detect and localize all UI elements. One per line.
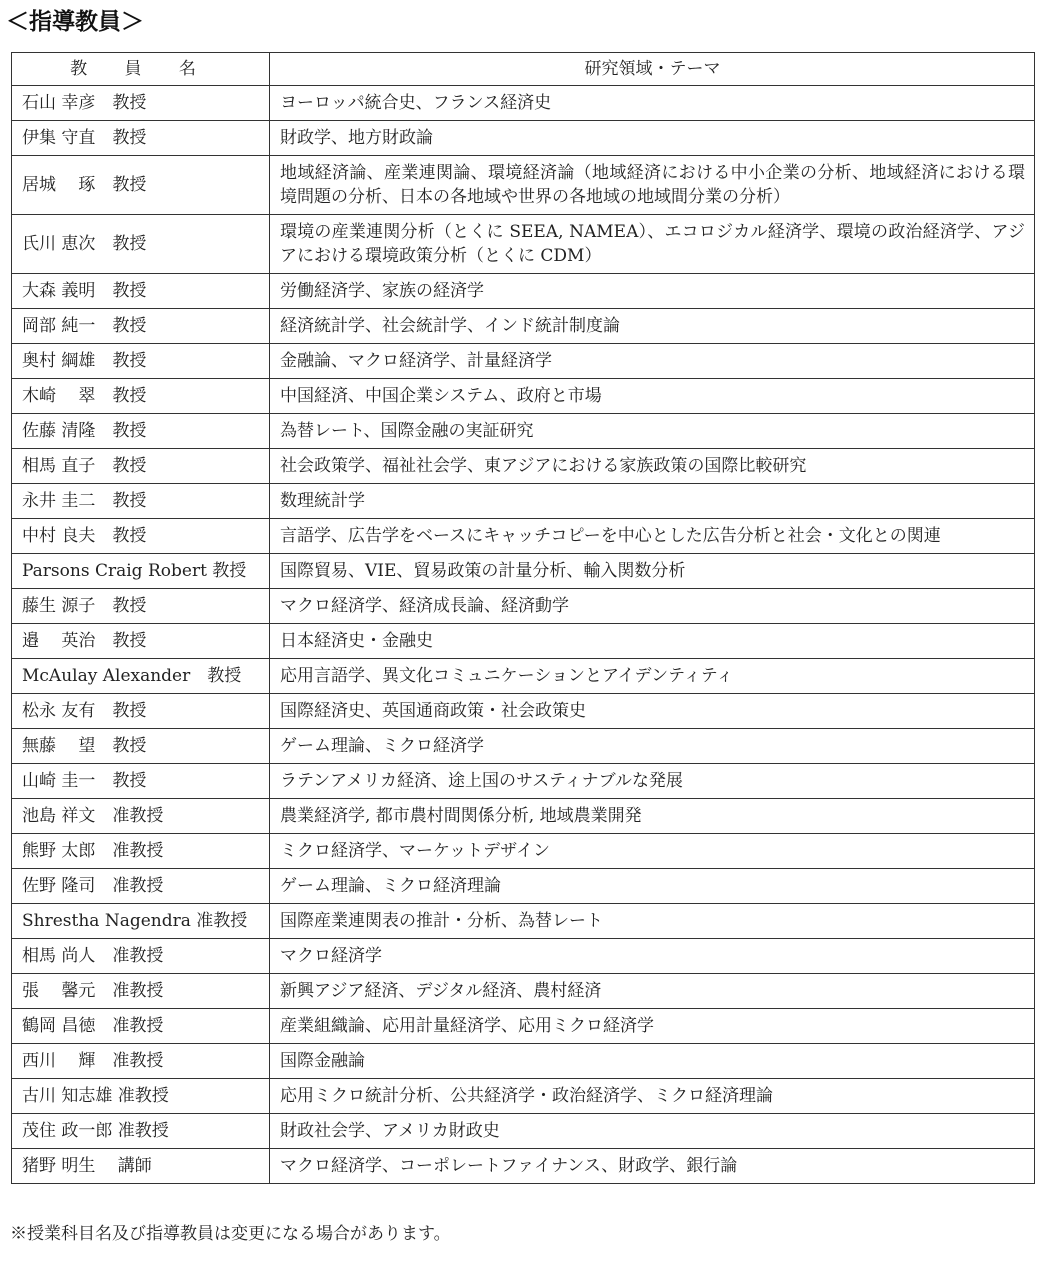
table-row — [12, 1009, 1035, 1044]
research-theme: 経済統計学、社会統計学、インド統計制度論 — [270, 309, 1035, 344]
research-theme: 中国経済、中国企業システム、政府と市場 — [270, 379, 1035, 414]
faculty-name: 熊野 太郎 准教授 — [12, 834, 270, 869]
research-theme: 財政学、地方財政論 — [270, 121, 1035, 156]
research-theme: 新興アジア経済、デジタル経済、農村経済 — [270, 974, 1035, 1009]
table-row — [12, 414, 1035, 449]
faculty-name: 山崎 圭一 教授 — [12, 764, 270, 799]
table-row — [12, 215, 1035, 274]
research-theme: 環境の産業連関分析（とくに SEEA, NAMEA）、エコロジカル経済学、環境の政治経済学、アジアにおける環境政策分析（とくに CDM） — [270, 215, 1035, 274]
faculty-name: 永井 圭二 教授 — [12, 484, 270, 519]
table-row — [12, 974, 1035, 1009]
research-theme: ラテンアメリカ経済、途上国のサスティナブルな発展 — [270, 764, 1035, 799]
research-theme: マクロ経済学、経済成長論、経済動学 — [270, 589, 1035, 624]
research-theme: マクロ経済学、コーポレートファイナンス、財政学、銀行論 — [270, 1149, 1035, 1184]
table-row — [12, 659, 1035, 694]
research-theme: ヨーロッパ統合史、フランス経済史 — [270, 86, 1035, 121]
faculty-name: 鶴岡 昌徳 准教授 — [12, 1009, 270, 1044]
table-row — [12, 449, 1035, 484]
table-row — [12, 869, 1035, 904]
table-row — [12, 309, 1035, 344]
research-theme: 社会政策学、福祉社会学、東アジアにおける家族政策の国際比較研究 — [270, 449, 1035, 484]
faculty-name: 松永 友有 教授 — [12, 694, 270, 729]
faculty-name: Shrestha Nagendra 准教授 — [12, 904, 270, 939]
faculty-name: 岡部 純一 教授 — [12, 309, 270, 344]
research-theme: 国際貿易、VIE、貿易政策の計量分析、輸入関数分析 — [270, 554, 1035, 589]
table-row — [12, 624, 1035, 659]
table-row — [12, 554, 1035, 589]
research-theme: 国際産業連関表の推計・分析、為替レート — [270, 904, 1035, 939]
table-row — [12, 484, 1035, 519]
research-theme: 産業組織論、応用計量経済学、応用ミクロ経済学 — [270, 1009, 1035, 1044]
research-theme: 金融論、マクロ経済学、計量経済学 — [270, 344, 1035, 379]
table-row — [12, 764, 1035, 799]
research-theme: 言語学、広告学をベースにキャッチコピーを中心とした広告分析と社会・文化との関連 — [270, 519, 1035, 554]
research-theme: 労働経済学、家族の経済学 — [270, 274, 1035, 309]
research-theme: 財政社会学、アメリカ財政史 — [270, 1114, 1035, 1149]
table-row — [12, 274, 1035, 309]
table-row — [12, 121, 1035, 156]
faculty-name: 伊集 守直 教授 — [12, 121, 270, 156]
research-theme: 為替レート、国際金融の実証研究 — [270, 414, 1035, 449]
research-theme: 応用言語学、異文化コミュニケーションとアイデンティティ — [270, 659, 1035, 694]
table-row — [12, 86, 1035, 121]
faculty-name: 佐野 隆司 准教授 — [12, 869, 270, 904]
research-theme: ゲーム理論、ミクロ経済学 — [270, 729, 1035, 764]
page-title: ＜指導教員＞ — [6, 9, 144, 35]
table-row — [12, 904, 1035, 939]
faculty-name: Parsons Craig Robert 教授 — [12, 554, 270, 589]
footnote: ※授業科目名及び指導教員は変更になる場合があります。 — [10, 1224, 451, 1244]
faculty-name: 氏川 恵次 教授 — [12, 215, 270, 274]
faculty-name: 西川 輝 准教授 — [12, 1044, 270, 1079]
research-theme: 応用ミクロ統計分析、公共経済学・政治経済学、ミクロ経済理論 — [270, 1079, 1035, 1114]
research-theme: 数理統計学 — [270, 484, 1035, 519]
faculty-name: 大森 義明 教授 — [12, 274, 270, 309]
table-row — [12, 834, 1035, 869]
faculty-name: 佐藤 清隆 教授 — [12, 414, 270, 449]
table-row — [12, 729, 1035, 764]
table-row — [12, 1044, 1035, 1079]
table-row — [12, 379, 1035, 414]
faculty-table — [11, 52, 1035, 1184]
table-row — [12, 1079, 1035, 1114]
table-row — [12, 799, 1035, 834]
faculty-name: 池島 祥文 准教授 — [12, 799, 270, 834]
research-theme: 日本経済史・金融史 — [270, 624, 1035, 659]
faculty-name: 無藤 望 教授 — [12, 729, 270, 764]
research-theme: 国際金融論 — [270, 1044, 1035, 1079]
faculty-name: 居城 琢 教授 — [12, 156, 270, 215]
faculty-name: 奥村 綱雄 教授 — [12, 344, 270, 379]
table-row — [12, 156, 1035, 215]
faculty-name: 相馬 直子 教授 — [12, 449, 270, 484]
faculty-name: 古川 知志雄 准教授 — [12, 1079, 270, 1114]
research-theme: 農業経済学, 都市農村間関係分析, 地域農業開発 — [270, 799, 1035, 834]
faculty-name: 石山 幸彦 教授 — [12, 86, 270, 121]
faculty-name: 藤生 源子 教授 — [12, 589, 270, 624]
research-theme: マクロ経済学 — [270, 939, 1035, 974]
table-row — [12, 344, 1035, 379]
table-row — [12, 694, 1035, 729]
faculty-name: 木崎 翠 教授 — [12, 379, 270, 414]
research-theme: 国際経済史、英国通商政策・社会政策史 — [270, 694, 1035, 729]
research-theme: ゲーム理論、ミクロ経済理論 — [270, 869, 1035, 904]
faculty-name: 茂住 政一郎 准教授 — [12, 1114, 270, 1149]
faculty-name: 猪野 明生 講師 — [12, 1149, 270, 1184]
column-header-theme: 研究領域・テーマ — [270, 53, 1035, 86]
faculty-name: McAulay Alexander 教授 — [12, 659, 270, 694]
research-theme: 地域経済論、産業連関論、環境経済論（地域経済における中小企業の分析、地域経済における環境問題の分析、日本の各地域や世界の各地域の地域間分業の分析） — [270, 156, 1035, 215]
research-theme: ミクロ経済学、マーケットデザイン — [270, 834, 1035, 869]
table-row — [12, 1114, 1035, 1149]
column-header-name: 教 員 名 — [12, 53, 270, 86]
faculty-name: 中村 良夫 教授 — [12, 519, 270, 554]
table-row — [12, 1149, 1035, 1184]
table-row — [12, 589, 1035, 624]
table-header-row — [12, 53, 1035, 86]
faculty-name: 相馬 尚人 准教授 — [12, 939, 270, 974]
table-row — [12, 519, 1035, 554]
table-row — [12, 939, 1035, 974]
faculty-name: 邉 英治 教授 — [12, 624, 270, 659]
faculty-name: 張 馨元 准教授 — [12, 974, 270, 1009]
